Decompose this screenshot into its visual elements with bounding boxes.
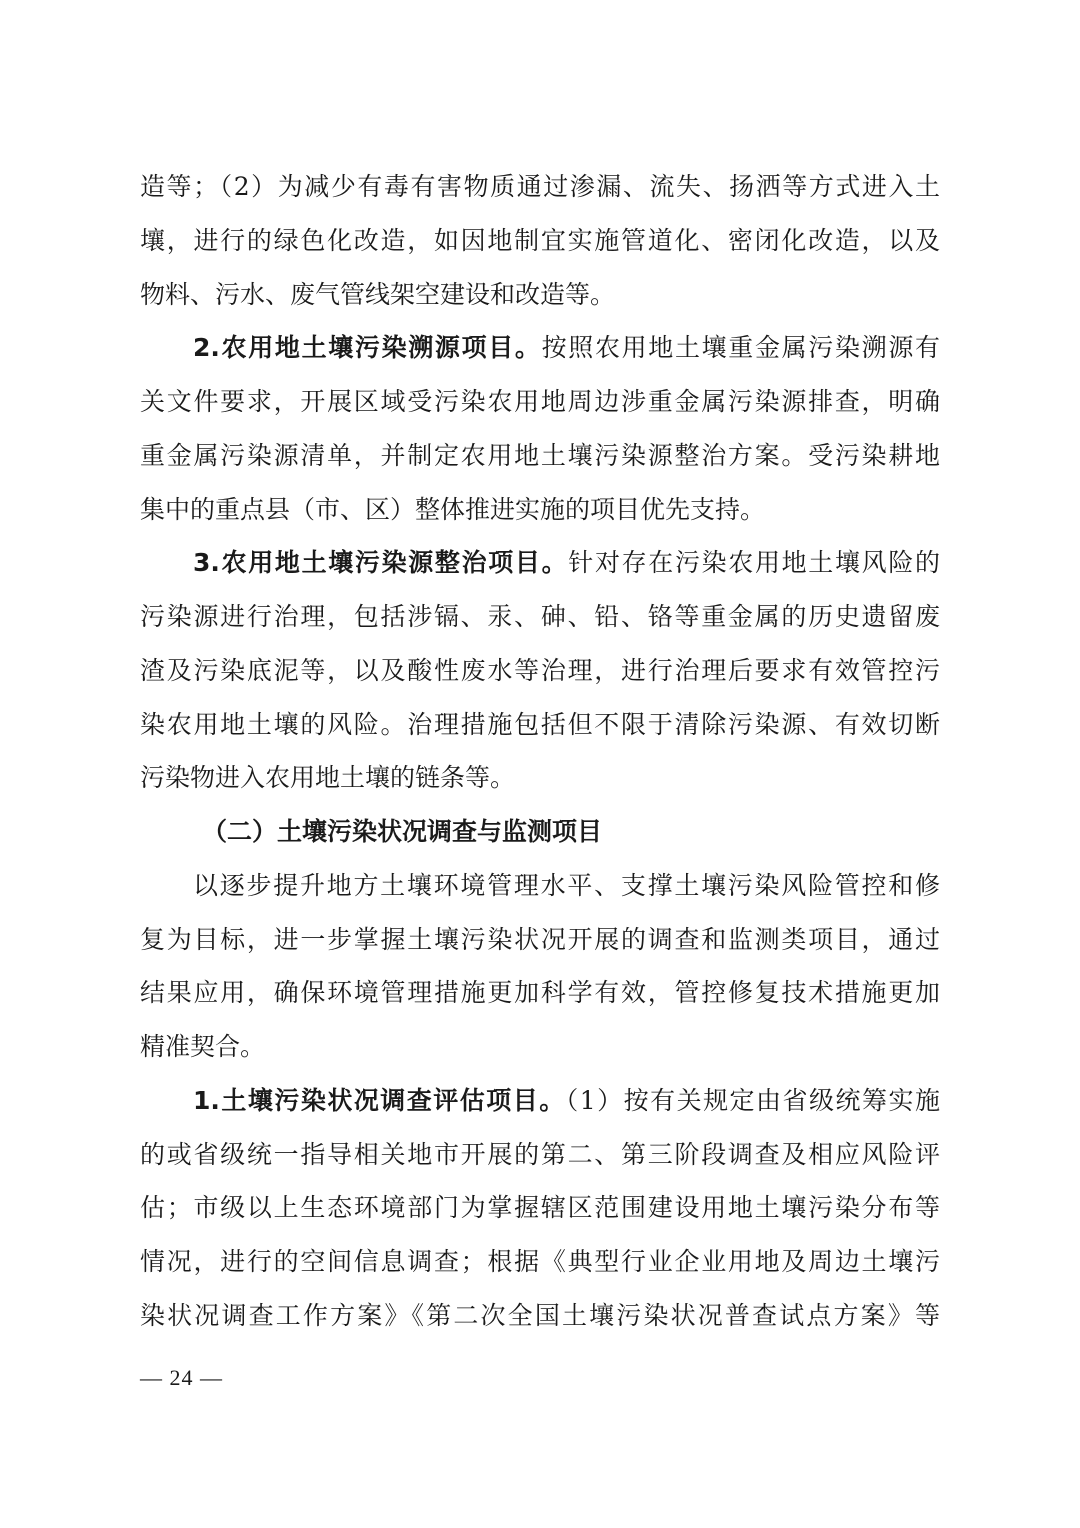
line-text: 精准契合。 [140,1032,266,1061]
line-text: 渣及污染底泥等，以及酸性废水等治理，进行治理后要求有效管控污 [140,655,940,685]
line-text: 估；市级以上生态环境部门为掌握辖区范围建设用地土壤污染分布等 [140,1193,940,1223]
page-number: — 24 — [140,1365,223,1390]
text-line [140,429,940,483]
line-text: （1）按有关规定由省级统筹实施 [565,1085,940,1115]
line-text: 污染源进行治理，包括涉镉、汞、砷、铅、铬等重金属的历史遗留废 [140,602,940,631]
text-line [140,1289,940,1343]
text-line [140,1128,940,1182]
text-line [140,859,940,913]
text-line [140,536,940,590]
line-text: 染状况调查工作方案》《第二次全国土壤污染状况普查试点方案》等 [140,1300,940,1330]
text-line [140,590,940,644]
text-line [140,160,940,214]
text-line [140,1181,940,1235]
line-text: 针对存在污染农用地土壤风险的 [568,548,940,578]
text-line [140,966,940,1020]
line-text: 染农用地土壤的风险。治理措施包括但不限于清除污染源、有效切断 [140,709,940,739]
line-text: 结果应用，确保环境管理措施更加科学有效，管控修复技术措施更加 [140,978,940,1008]
line-text: 重金属污染源清单，并制定农用地土壤污染源整治方案。受污染耕地 [140,440,940,470]
line-text: 集中的重点县（市、区）整体推进实施的项目优先支持。 [140,494,766,524]
line-text: 复为目标，进一步掌握土壤污染状况开展的调查和监测类项目，通过 [140,924,940,954]
item-heading: 1.土壤污染状况调查评估项目。 [193,1085,566,1115]
line-text: 情况，进行的空间信息调查；根据《典型行业企业用地及周边土壤污 [140,1247,940,1276]
text-line [140,321,940,375]
text-line [140,214,940,268]
item-heading: 2.农用地土壤污染溯源项目。 [193,333,542,363]
line-text: 物料、污水、废气管线架空建设和改造等。 [140,279,616,309]
text-line [140,751,940,805]
text-line [140,1020,940,1074]
line-text: 的或省级统一指导相关地市开展的第二、第三阶段调查及相应风险评 [140,1139,940,1169]
text-line [140,375,940,429]
text-line [140,483,940,537]
line-text: 造等；（2）为减少有毒有害物质通过渗漏、流失、扬洒等方式进入土 [140,172,940,201]
document-body [140,160,940,1343]
line-text: 污染物进入农用地土壤的链条等。 [140,763,516,793]
item-heading: 3.农用地土壤污染源整治项目。 [193,548,569,578]
text-line [140,1235,940,1289]
text-line [140,913,940,967]
text-line [140,698,940,752]
line-text: 按照农用地土壤重金属污染溯源有 [541,333,940,363]
section-heading-text: （二）土壤污染状况调查与监测项目 [202,817,603,846]
line-text: 以逐步提升地方土壤环境管理水平、支撑土壤污染风险管控和修 [193,870,940,900]
section-heading [140,805,940,859]
line-text: 壤，进行的绿色化改造，如因地制宜实施管道化、密闭化改造，以及 [140,225,940,255]
text-line [140,268,940,322]
text-line [140,1074,940,1128]
text-line [140,644,940,698]
line-text: 关文件要求，开展区域受污染农用地周边涉重金属污染源排查，明确 [140,387,940,416]
